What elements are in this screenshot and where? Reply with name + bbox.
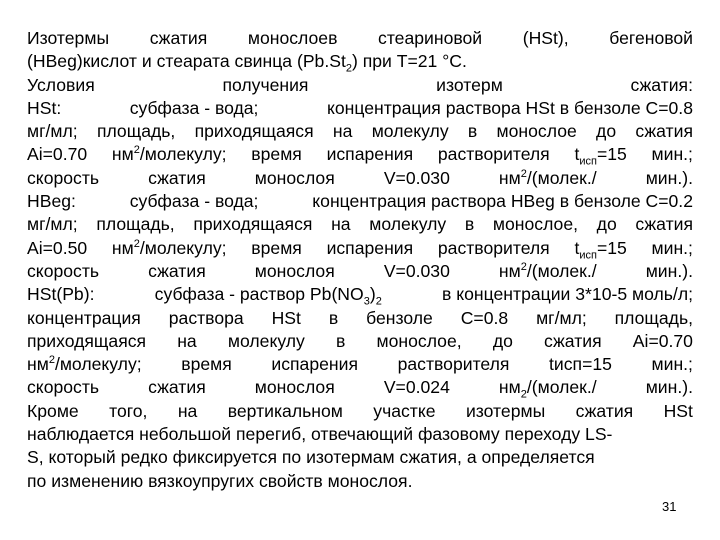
word: Кроме <box>27 400 79 421</box>
word: скорость <box>27 260 100 281</box>
subscript: 2 <box>345 62 352 75</box>
text-line-18 <box>27 423 693 446</box>
text-line-4 <box>27 97 693 120</box>
word: в <box>336 330 346 351</box>
word: сжатия <box>148 260 206 281</box>
word: молекулу <box>369 214 447 235</box>
text-fragment: субфаза - раствор Pb(NO <box>154 284 364 305</box>
phrase: субфаза - вода; <box>129 191 259 212</box>
text-fragment: =15 <box>596 144 627 165</box>
word: молекулу <box>227 330 305 351</box>
word: монослое, <box>492 214 578 235</box>
text-fragment: нм <box>111 144 134 165</box>
text-line-1 <box>27 27 693 50</box>
word: сжатия <box>148 167 206 188</box>
word: бензоле <box>366 307 433 328</box>
text-fragment: /(молек./ <box>526 260 597 281</box>
text-line-9 <box>27 213 693 236</box>
superscript: 2 <box>133 237 140 250</box>
word: сжатия <box>148 377 206 398</box>
text-fragment: нм <box>111 237 134 258</box>
word: сжатия <box>635 121 693 142</box>
word: HSt <box>271 307 301 328</box>
text-line-16 <box>27 376 693 399</box>
word: приходящаяся <box>193 214 313 235</box>
word: монослоев <box>247 28 338 48</box>
formula-token <box>155 283 382 306</box>
word: испарения <box>326 237 414 258</box>
word: растворителя <box>437 237 550 258</box>
word: tисп=15 <box>549 354 612 375</box>
word: Изотермы <box>27 28 110 48</box>
text-line-3 <box>27 74 693 97</box>
text-fragment: нм <box>27 354 49 375</box>
text-line-14 <box>27 330 693 353</box>
word: раствора <box>168 307 244 328</box>
word: изотерм <box>436 74 503 95</box>
text-fragment: ) <box>369 284 376 305</box>
text-fragment: /молекулу; <box>139 144 227 165</box>
text-line-6 <box>27 143 693 166</box>
subscript: 3 <box>363 295 370 308</box>
text-line-20 <box>27 470 693 493</box>
word: мг/мл; <box>27 121 78 142</box>
word: монослоя <box>254 260 335 281</box>
word: приходящаяся <box>194 121 314 142</box>
word: на <box>177 330 197 351</box>
word: монослоя <box>254 377 335 398</box>
word: получения <box>222 74 309 95</box>
word: HBeg: <box>27 191 76 212</box>
phrase: концентрация раствора HBeg в бензоле C=0.2 <box>312 191 693 212</box>
text-fragment: t <box>574 144 580 165</box>
text-line-11 <box>27 260 693 283</box>
word: мг/мл; <box>27 214 78 235</box>
sentence: наблюдается небольшой перегиб, отвечающий фазовому переходу LS- <box>27 424 613 445</box>
word: скорость <box>27 167 100 188</box>
unit-token <box>27 353 142 376</box>
word: стеариновой <box>378 28 483 48</box>
text-run <box>27 50 467 73</box>
text-fragment: /молекулу; <box>139 237 227 258</box>
unit-token <box>499 376 597 399</box>
word: вертикальном <box>227 400 343 421</box>
text-line-12 <box>27 283 693 306</box>
body-text <box>27 27 693 493</box>
text-fragment: =15 <box>596 237 627 258</box>
word: мин.; <box>651 237 693 258</box>
word: площадь, <box>96 214 175 235</box>
text-line-15 <box>27 353 693 376</box>
superscript: 2 <box>520 167 527 180</box>
word: испарения <box>271 354 358 375</box>
word: концентрация <box>27 307 141 328</box>
word: участке <box>373 400 436 421</box>
sentence: S, который редко фиксируется по изотермам сжатия, а определяется <box>27 447 595 468</box>
unit-token <box>499 260 597 283</box>
word: мин.). <box>645 167 693 188</box>
text-line-5 <box>27 120 693 143</box>
word: сжатия: <box>630 74 693 95</box>
text-fragment: нм <box>498 377 521 398</box>
word: приходящаяся <box>27 330 147 351</box>
text-fragment: /молекулу; <box>54 354 142 375</box>
word: сжатия <box>544 330 602 351</box>
superscript: 2 <box>133 144 140 157</box>
phrase: в концентрации 3*10-5 моль/л; <box>442 284 693 305</box>
word: до <box>492 330 513 351</box>
word: Ai=0.70 <box>27 144 88 165</box>
word: на <box>177 400 198 421</box>
word: V=0.024 <box>383 377 450 398</box>
word: мг/мл; <box>536 307 587 328</box>
word: сжатия <box>635 214 693 235</box>
word: Условия <box>27 74 95 95</box>
text-line-7 <box>27 167 693 190</box>
word: в <box>328 307 339 328</box>
word: на <box>331 214 351 235</box>
word: на <box>332 121 353 142</box>
word: мин.; <box>651 144 693 165</box>
text-fragment: нм <box>498 260 521 281</box>
word: время <box>251 144 302 165</box>
text-fragment: t <box>574 237 580 258</box>
word: молекулу <box>371 121 449 142</box>
subscript: исп <box>579 156 597 168</box>
word: C=0.8 <box>460 307 509 328</box>
word: мин.). <box>645 260 693 281</box>
word: время <box>181 354 232 375</box>
word: испарения <box>326 144 414 165</box>
subscript: 2 <box>520 388 527 401</box>
word: время <box>251 237 302 258</box>
word: HSt: <box>27 97 62 118</box>
word: V=0.030 <box>383 167 450 188</box>
unit-token <box>112 237 227 260</box>
word: того, <box>109 400 148 421</box>
text-fragment: ) при T=21 °C. <box>351 51 467 72</box>
text-line-19 <box>27 446 693 469</box>
word: площадь, <box>96 121 176 142</box>
text-fragment: нм <box>498 167 521 188</box>
word: до <box>596 214 617 235</box>
word: до <box>596 121 617 142</box>
word: в <box>464 214 475 235</box>
word: растворителя <box>397 354 510 375</box>
time-token <box>574 143 626 166</box>
word: скорость <box>27 377 100 398</box>
word: HSt(Pb): <box>27 284 95 305</box>
text-line-8 <box>27 190 693 213</box>
text-line-10 <box>27 237 693 260</box>
word: монослое <box>496 121 577 142</box>
word: монослое, <box>376 330 462 351</box>
sentence: по изменению вязкоупругих свойств монослоя. <box>27 470 413 491</box>
text-line-2 <box>27 50 693 73</box>
time-token <box>574 237 626 260</box>
text-line-17 <box>27 400 693 423</box>
text-fragment: /(молек./ <box>526 377 597 398</box>
word: сжатия <box>575 400 634 421</box>
word: V=0.030 <box>383 260 450 281</box>
text-fragment: (HBeg)кислот и стеарата свинца (Pb.St <box>27 51 346 72</box>
word: растворителя <box>437 144 550 165</box>
phrase: концентрация раствора HSt в бензоле C=0.8 <box>326 97 693 118</box>
word: площадь, <box>614 307 693 328</box>
word: изотермы <box>465 400 546 421</box>
subscript: исп <box>579 249 597 262</box>
text-fragment: /(молек./ <box>526 167 597 188</box>
superscript: 2 <box>48 354 55 367</box>
text-line-13 <box>27 307 693 330</box>
word: бегеновой <box>609 28 693 48</box>
page-number: 31 <box>662 499 677 514</box>
unit-token <box>499 167 597 190</box>
word: Ai=0.70 <box>632 330 693 351</box>
word: монослоя <box>254 167 335 188</box>
word: мин.). <box>645 377 693 398</box>
word: мин.; <box>651 354 693 375</box>
subscript: 2 <box>375 295 382 308</box>
superscript: 2 <box>520 261 527 274</box>
word: (HSt), <box>522 28 569 48</box>
word: Ai=0.50 <box>27 237 88 258</box>
phrase: субфаза - вода; <box>129 97 259 118</box>
word: в <box>467 121 478 142</box>
word: сжатия <box>149 28 208 48</box>
word: HSt <box>663 400 693 421</box>
unit-token <box>112 143 227 166</box>
